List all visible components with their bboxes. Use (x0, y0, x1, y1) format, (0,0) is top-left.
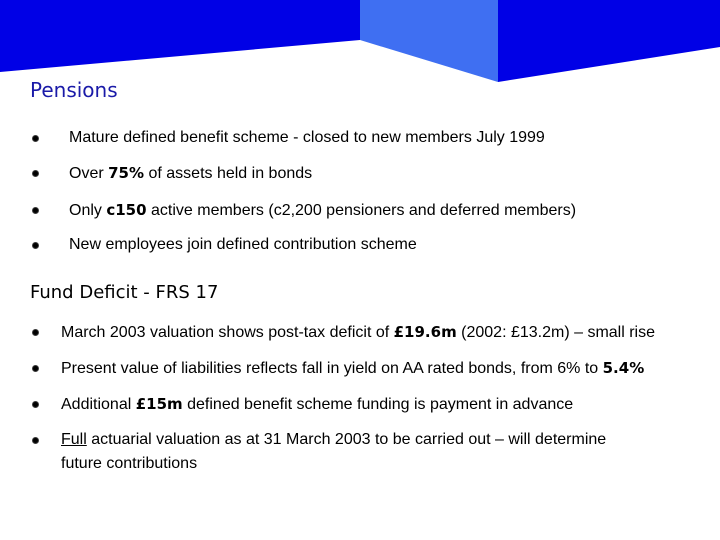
bullet-text: Full actuarial valuation as at 31 March 2003 to be carried out – will determine (61, 431, 607, 448)
bullet-icon (32, 329, 39, 336)
bullet-text-continued: future contributions (61, 455, 198, 472)
bullet-text: New employees join defined contribution scheme (69, 236, 417, 253)
section-title-fund-deficit: Fund Deficit - FRS 17 (30, 282, 219, 303)
bullet-text: Only c150 active members (c2,200 pensioners and deferred members) (69, 201, 577, 219)
bullet-icon (32, 437, 39, 444)
bullet-text: Mature defined benefit scheme - closed to new members July 1999 (69, 129, 545, 146)
bullet-icon (32, 207, 39, 214)
banner-dark-band-right (498, 0, 720, 82)
bullet-text: March 2003 valuation shows post-tax deficit of £19.6m (2002: £13.2m) – small rise (61, 323, 656, 341)
header-banner (0, 0, 720, 90)
bullet-text: Additional £15m defined benefit scheme funding is payment in advance (61, 395, 574, 413)
section-title-pensions: Pensions (30, 78, 118, 102)
bullet-text: Over 75% of assets held in bonds (69, 164, 313, 182)
bullet-icon (32, 401, 39, 408)
bullet-icon (32, 242, 39, 249)
bullet-icon (32, 170, 39, 177)
banner-dark-band (0, 0, 360, 72)
bullet-icon (32, 135, 39, 142)
banner-light-band (360, 0, 498, 82)
bullet-text: Present value of liabilities reflects fall in yield on AA rated bonds, from 6% to 5.4% (61, 359, 645, 377)
bullet-icon (32, 365, 39, 372)
